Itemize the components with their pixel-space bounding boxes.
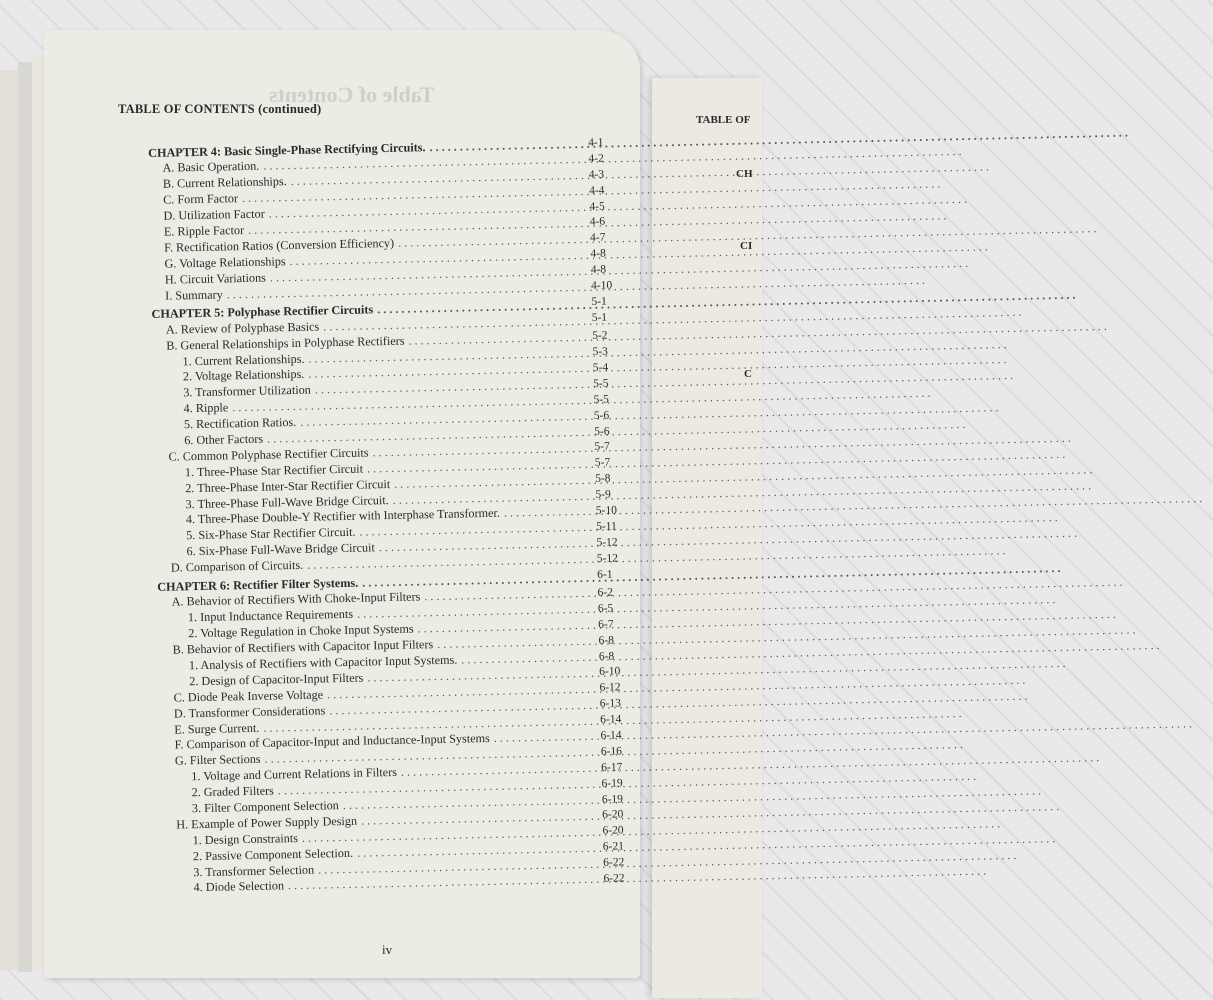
toc-page-number: 6-1 (597, 568, 613, 581)
toc-page-number: 6-19 (601, 792, 624, 806)
toc-entry-title: 1. Design Constraints (192, 830, 299, 848)
toc-page-number: 5-7 (594, 456, 611, 470)
toc-entry-title: 2. Voltage Regulation in Choke Input Systems (188, 621, 414, 641)
toc-page-number: 5-5 (593, 377, 609, 390)
toc-entry-title: CHAPTER 5: Polyphase Rectifier Circuits (151, 302, 374, 321)
toc-entry-title: C. Common Polyphase Rectifier Circuits (168, 445, 369, 464)
toc-list (148, 133, 634, 897)
page-header: TABLE OF CONTENTS (continued) (118, 102, 322, 116)
toc-page-number: 6-19 (601, 777, 623, 790)
toc-page-number: 5-11 (596, 520, 617, 533)
toc-entry-title: 2. Three-Phase Inter-Star Rectifier Circuit (185, 476, 391, 495)
toc-page-number: 6-5 (597, 602, 614, 615)
toc-page-number: 6-14 (600, 729, 622, 742)
toc-entry-title: 4. Three-Phase Double-Y Rectifier with Interphase Transformer. (185, 506, 501, 527)
toc-page-number: 6-8 (598, 650, 615, 663)
page-stack-edge (0, 70, 20, 970)
toc-page-number: 4-8 (590, 263, 607, 277)
toc-page-number: 4-5 (589, 200, 605, 213)
toc-entry-title: F. Rectification Ratios (Conversion Efficiency) (164, 235, 395, 255)
toc-entry-title: 1. Current Relationships. (182, 351, 305, 368)
toc-entry-title: B. General Relationships in Polyphase Rectifiers (166, 333, 405, 353)
toc-entry-title: A. Review of Polyphase Basics (165, 319, 320, 337)
toc-page-number: 5-6 (594, 425, 610, 438)
toc-page-number: 6-7 (598, 618, 614, 631)
toc-entry-title: C. Diode Peak Inverse Voltage (173, 687, 324, 705)
toc-entry-title: 5. Six-Phase Star Rectifier Circuit. (186, 525, 356, 543)
toc-page-number: 6-20 (602, 808, 624, 822)
toc-entry-title: CHAPTER 4: Basic Single-Phase Rectifying Circuits. (148, 139, 426, 160)
toc-entry-title: D. Utilization Factor (163, 206, 265, 223)
toc-page-number: 5-10 (595, 504, 618, 517)
toc-page-number: 6-22 (603, 872, 625, 885)
toc-entry-title: 3. Transformer Utilization (183, 383, 311, 400)
toc-page-number: 4-3 (588, 168, 605, 181)
toc-page-number: 4-6 (589, 216, 606, 229)
toc-page-number: 6-10 (599, 665, 621, 679)
toc-page-number: 5-7 (594, 441, 610, 454)
toc-page-number: 6-8 (598, 634, 615, 647)
page-number: iv (382, 942, 393, 957)
toc-page-number: 5-1 (591, 295, 607, 308)
toc-entry-title: 4. Diode Selection (193, 878, 285, 895)
toc-page-number: 4-2 (588, 152, 604, 165)
toc-entry-title: 6. Six-Phase Full-Wave Bridge Circuit (186, 540, 375, 559)
toc-entry-title: CHAPTER 6: Rectifier Filter Systems. (157, 575, 359, 594)
toc-page-number: 6-14 (600, 713, 622, 726)
toc-entry-title: A. Basic Operation. (162, 159, 260, 176)
toc-entry-title: G. Voltage Relationships (164, 253, 286, 271)
right-page-header: TABLE OF (696, 114, 751, 126)
toc-entry-title: F. Comparison of Capacitor-Input and Inductance-Input Systems (174, 731, 490, 753)
toc-entry-title: G. Filter Sections (174, 752, 261, 768)
right-page-text: C (744, 368, 752, 380)
toc-entry-title: I. Summary (165, 286, 223, 303)
toc-entry-title: 3. Three-Phase Full-Wave Bridge Circuit. (185, 492, 389, 511)
toc-page-number: 5-12 (596, 536, 618, 549)
toc-entry-title: H. Example of Power Supply Design (176, 813, 358, 832)
toc-page-number: 5-8 (595, 472, 611, 486)
toc-page-number: 5-4 (592, 361, 609, 374)
toc-entry-title: 5. Rectification Ratios. (183, 415, 297, 432)
toc-page-number: 5-5 (593, 393, 609, 406)
toc-page-number: 6-2 (597, 586, 614, 599)
toc-entry-title: E. Ripple Factor (163, 222, 245, 239)
toc-entry-title: A. Behavior of Rectifiers With Choke-Input Filters (171, 589, 421, 610)
toc-entry-title: E. Surge Current. (174, 720, 260, 737)
toc-page-number: 6-17 (601, 761, 623, 774)
toc-entry-title: 2. Design of Capacitor-Input Filters (189, 670, 364, 689)
toc-entry-title: D. Comparison of Circuits. (170, 557, 304, 575)
toc-entry-title: H. Circuit Variations (164, 270, 266, 287)
toc-entry-title: 3. Filter Component Selection (191, 798, 339, 816)
toc-entry-title: 2. Passive Component Selection. (192, 845, 354, 863)
toc-page-number: 6-20 (602, 824, 624, 838)
toc-page-number: 6-12 (599, 681, 621, 695)
right-page-text: CI (740, 240, 753, 252)
toc-page-number: 4-4 (588, 184, 605, 197)
toc-entry-title: D. Transformer Considerations (173, 703, 326, 721)
toc-entry-title: 2. Graded Filters (191, 783, 274, 800)
toc-entry-title: 1. Voltage and Current Relations in Filters (191, 765, 398, 784)
toc-page-number: 4-7 (589, 232, 606, 245)
toc-page-number: 6-22 (603, 856, 625, 869)
toc-page-number: 5-1 (591, 311, 608, 324)
toc-entry-title: 1. Three-Phase Star Rectifier Circuit (184, 461, 364, 480)
toc-entry-title: 1. Analysis of Rectifiers with Capacitor Input Systems. (188, 652, 458, 673)
toc-page-number: 5-6 (593, 409, 610, 422)
right-page-text: CH (736, 168, 753, 180)
toc-page-number: 5-9 (595, 488, 611, 502)
toc-page-number: 4-1 (588, 136, 604, 149)
toc-page-number: 6-16 (600, 745, 623, 758)
toc-entry-title: B. Current Relationships. (162, 174, 287, 191)
toc-page-number: 6-13 (599, 697, 622, 711)
page-stack-edge (18, 62, 32, 972)
toc-entry-title: C. Form Factor (163, 191, 239, 207)
toc-entry-title: 1. Input Inductance Requirements (187, 607, 354, 625)
toc-page-number: 5-3 (592, 345, 608, 359)
toc-page-number: 4-10 (590, 279, 613, 292)
toc-entry-title: 3. Transformer Selection (193, 862, 315, 879)
toc-entry-title: B. Behavior of Rectifiers with Capacitor Input Filters (172, 637, 434, 657)
show-through-text: Table of Contents (269, 82, 435, 107)
toc-entry-title: 6. Other Factors (184, 431, 264, 448)
document-page (44, 30, 640, 978)
toc-entry-title: 2. Voltage Relationships. (182, 367, 305, 384)
toc-page-number: 6-21 (602, 840, 625, 854)
toc-page-number: 5-12 (596, 552, 619, 565)
toc-entry-title: 4. Ripple (183, 400, 229, 416)
toc-page-number: 4-8 (590, 247, 606, 261)
toc-page-number: 5-2 (592, 329, 608, 343)
